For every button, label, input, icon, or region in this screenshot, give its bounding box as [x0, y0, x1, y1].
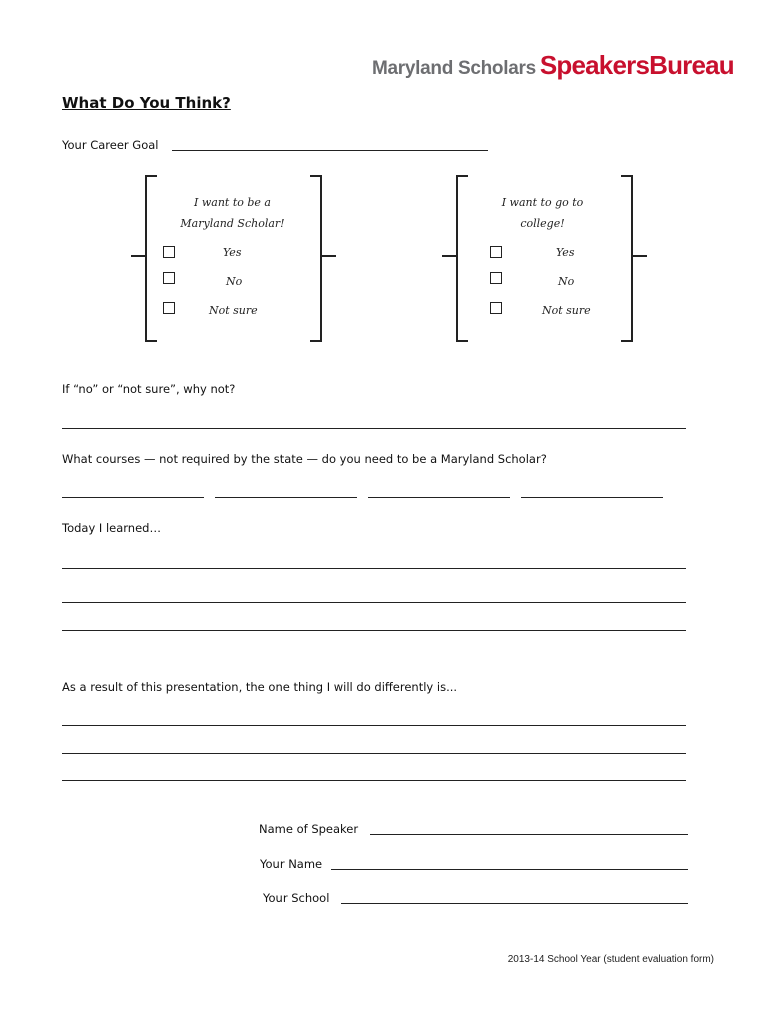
form-title: What Do You Think? — [62, 94, 231, 112]
college-yes-label: Yes — [556, 246, 575, 259]
college-no-checkbox[interactable] — [490, 272, 502, 284]
college-bracket-left — [456, 175, 468, 342]
college-bracket-left-tick — [442, 255, 456, 257]
course-field-3[interactable] — [368, 497, 510, 498]
college-not-sure-label: Not sure — [542, 304, 591, 317]
college-not-sure-checkbox[interactable] — [490, 302, 502, 314]
course-field-1[interactable] — [62, 497, 204, 498]
logo-speakers-bureau: SpeakersBureau — [539, 50, 734, 80]
college-heading-line2: college! — [520, 217, 565, 230]
scholar-bracket-left — [145, 175, 157, 342]
scholar-heading-line2: Maryland Scholar! — [180, 217, 285, 230]
scholar-yes-checkbox[interactable] — [163, 246, 175, 258]
why-not-label: If “no” or “not sure”, why not? — [62, 382, 236, 396]
scholar-not-sure-checkbox[interactable] — [163, 302, 175, 314]
course-field-2[interactable] — [215, 497, 357, 498]
your-school-label: Your School — [263, 891, 330, 905]
differently-line-1[interactable] — [62, 725, 686, 726]
college-bracket-right — [621, 175, 633, 342]
college-bracket-right-tick — [633, 255, 647, 257]
career-goal-field[interactable] — [172, 150, 488, 151]
college-yes-checkbox[interactable] — [490, 246, 502, 258]
why-not-answer-line[interactable] — [62, 428, 686, 429]
scholar-bracket-left-tick — [131, 255, 145, 257]
speaker-name-field[interactable] — [370, 834, 688, 835]
learned-line-2[interactable] — [62, 602, 686, 603]
learned-line-3[interactable] — [62, 630, 686, 631]
scholar-bracket-right-tick — [322, 255, 336, 257]
your-name-field[interactable] — [331, 869, 688, 870]
differently-line-2[interactable] — [62, 753, 686, 754]
footer-school-year: 2013-14 School Year (student evaluation form) — [507, 954, 714, 965]
differently-label: As a result of this presentation, the one thing I will do differently is... — [62, 680, 458, 694]
differently-line-3[interactable] — [62, 780, 686, 781]
college-heading-line1: I want to go to — [501, 196, 584, 209]
speaker-name-label: Name of Speaker — [259, 822, 359, 836]
scholar-bracket-right — [310, 175, 322, 342]
career-goal-label: Your Career Goal — [62, 138, 159, 152]
scholar-heading-line1: I want to be a — [194, 196, 271, 209]
scholar-no-checkbox[interactable] — [163, 272, 175, 284]
course-field-4[interactable] — [521, 497, 663, 498]
scholar-no-label: No — [226, 275, 243, 288]
logo-maryland-scholars: Maryland Scholars — [372, 58, 536, 79]
speakers-bureau-logo — [372, 50, 734, 86]
learned-label: Today I learned… — [62, 521, 161, 535]
your-name-label: Your Name — [260, 857, 323, 871]
college-no-label: No — [558, 275, 575, 288]
scholar-not-sure-label: Not sure — [209, 304, 258, 317]
your-school-field[interactable] — [341, 903, 688, 904]
scholar-yes-label: Yes — [223, 246, 242, 259]
learned-line-1[interactable] — [62, 568, 686, 569]
courses-label: What courses — not required by the state — do you need to be a Maryland Scholar? — [62, 452, 547, 466]
